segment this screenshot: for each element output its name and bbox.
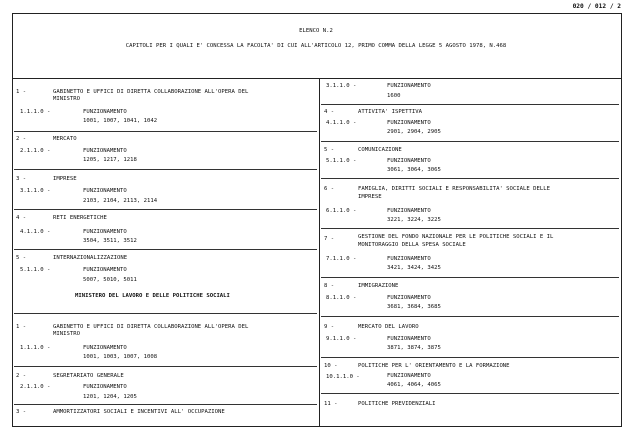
- section-number: 3 -: [16, 409, 27, 415]
- chapter-numbers: 3871, 3874, 3875: [387, 345, 441, 351]
- chapter-numbers: 1205, 1217, 1218: [83, 157, 137, 163]
- chapter-code: 8.1.1.0 -: [326, 295, 357, 301]
- chapter-numbers: 1001, 1007, 1041, 1042: [83, 118, 158, 124]
- function-label: FUNZIONAMENTO: [83, 229, 127, 235]
- function-label: FUNZIONAMENTO: [387, 373, 431, 379]
- chapter-code: 1.1.1.0 -: [20, 345, 51, 351]
- column-separator: [319, 79, 320, 426]
- header-separator: [12, 78, 621, 79]
- function-label: FUNZIONAMENTO: [83, 345, 127, 351]
- chapter-code: 2.1.1.0 -: [20, 384, 51, 390]
- chapter-code: 3.1.1.0 -: [326, 83, 357, 89]
- section-title: FAMIGLIA, DIRITTI SOCIALI E RESPONSABILITA' SOCIALE DELLE: [358, 186, 550, 192]
- row-divider: [14, 404, 317, 405]
- section-title-cont: IMPRESE: [358, 194, 382, 200]
- chapter-numbers: 1001, 1003, 1007, 1008: [83, 354, 158, 360]
- section-title: RETI ENERGETICHE: [53, 215, 107, 221]
- row-divider: [14, 313, 317, 314]
- ministry-heading: MINISTERO DEL LAVORO E DELLE POLITICHE SOCIALI: [75, 293, 230, 299]
- section-number: 6 -: [324, 186, 335, 192]
- section-number: 4 -: [16, 215, 27, 221]
- section-title: MERCATO DEL LAVORO: [358, 324, 419, 330]
- chapter-code: 6.1.1.0 -: [326, 208, 357, 214]
- section-title: IMPRESE: [53, 176, 77, 182]
- chapter-numbers: 4061, 4064, 4065: [387, 382, 441, 388]
- chapter-code: 9.1.1.0 -: [326, 336, 357, 342]
- section-title: MERCATO: [53, 136, 77, 142]
- chapter-numbers: 1600: [387, 93, 401, 99]
- function-label: FUNZIONAMENTO: [83, 267, 127, 273]
- function-label: FUNZIONAMENTO: [387, 256, 431, 262]
- section-title: COMUNICAZIONE: [358, 147, 402, 153]
- section-number: 5 -: [324, 147, 335, 153]
- chapter-code: 1.1.1.0 -: [20, 109, 51, 115]
- section-number: 1 -: [16, 324, 27, 330]
- section-title: GABINETTO E UFFICI DI DIRETTA COLLABORAZIONE ALL'OPERA DEL: [53, 89, 249, 95]
- section-title: ATTIVITA' ISPETTIVA: [358, 109, 422, 115]
- function-label: FUNZIONAMENTO: [387, 120, 431, 126]
- row-divider: [321, 357, 619, 358]
- function-label: FUNZIONAMENTO: [387, 158, 431, 164]
- section-number: 2 -: [16, 373, 27, 379]
- section-title: INTERNAZIONALIZZAZIONE: [53, 255, 128, 261]
- section-title: SEGRETARIATO GENERALE: [53, 373, 124, 379]
- row-divider: [321, 141, 619, 142]
- row-divider: [14, 249, 317, 250]
- row-divider: [14, 366, 317, 367]
- chapter-code: 4.1.1.0 -: [326, 120, 357, 126]
- row-divider: [14, 169, 317, 170]
- row-divider: [321, 393, 619, 394]
- section-number: 1 -: [16, 89, 27, 95]
- row-divider: [321, 316, 619, 317]
- section-number: 11 -: [324, 401, 338, 407]
- section-title: GABINETTO E UFFICI DI DIRETTA COLLABORAZIONE ALL'OPERA DEL: [53, 324, 249, 330]
- section-number: 2 -: [16, 136, 27, 142]
- function-label: FUNZIONAMENTO: [83, 384, 127, 390]
- section-title: AMMORTIZZATORI SOCIALI E INCENTIVI ALL' OCCUPAZIONE: [53, 409, 225, 415]
- section-title-cont: MONITORAGGIO DELLA SPESA SOCIALE: [358, 242, 466, 248]
- section-number: 5 -: [16, 255, 27, 261]
- chapter-numbers: 2901, 2904, 2905: [387, 129, 441, 135]
- chapter-numbers: 3504, 3511, 3512: [83, 238, 137, 244]
- chapter-code: 10.1.1.0 -: [326, 374, 360, 380]
- function-label: FUNZIONAMENTO: [387, 295, 431, 301]
- function-label: FUNZIONAMENTO: [387, 336, 431, 342]
- section-title: POLITICHE PER L' ORIENTAMENTO E LA FORMAZIONE: [358, 363, 510, 369]
- chapter-code: 2.1.1.0 -: [20, 148, 51, 154]
- chapter-numbers: 3221, 3224, 3225: [387, 217, 441, 223]
- function-label: FUNZIONAMENTO: [83, 109, 127, 115]
- chapter-numbers: 1201, 1204, 1205: [83, 394, 137, 400]
- row-divider: [14, 131, 317, 132]
- row-divider: [321, 178, 619, 179]
- section-number: 3 -: [16, 176, 27, 182]
- function-label: FUNZIONAMENTO: [83, 148, 127, 154]
- chapter-code: 5.1.1.0 -: [20, 267, 51, 273]
- section-title: POLITICHE PREVIDENZIALI: [358, 401, 436, 407]
- function-label: FUNZIONAMENTO: [387, 208, 431, 214]
- chapter-numbers: 3681, 3684, 3685: [387, 304, 441, 310]
- section-title: IMMIGRAZIONE: [358, 283, 399, 289]
- document-code: 020 / 012 / 2: [572, 3, 621, 10]
- section-title-cont: MINISTRO: [53, 331, 80, 337]
- section-number: 8 -: [324, 283, 335, 289]
- row-divider: [321, 104, 619, 105]
- section-title-cont: MINISTRO: [53, 96, 80, 102]
- chapter-code: 4.1.1.0 -: [20, 229, 51, 235]
- list-subtitle: CAPITOLI PER I QUALI E' CONCESSA LA FACOLTA' DI CUI ALL'ARTICOLO 12, PRIMO COMMA DELLA LEGGE 5 AGOSTO 1978, N.468: [125, 43, 507, 49]
- function-label: FUNZIONAMENTO: [387, 83, 431, 89]
- chapter-numbers: 2103, 2104, 2113, 2114: [83, 198, 158, 204]
- row-divider: [14, 209, 317, 210]
- section-title: GESTIONE DEL FONDO NAZIONALE PER LE POLITICHE SOCIALI E IL: [358, 234, 554, 240]
- section-number: 7 -: [324, 236, 335, 242]
- chapter-numbers: 3421, 3424, 3425: [387, 265, 441, 271]
- row-divider: [321, 277, 619, 278]
- chapter-code: 7.1.1.0 -: [326, 256, 357, 262]
- section-number: 9 -: [324, 324, 335, 330]
- row-divider: [321, 228, 619, 229]
- section-number: 10 -: [324, 363, 338, 369]
- section-number: 4 -: [324, 109, 335, 115]
- chapter-numbers: 5007, 5010, 5011: [83, 277, 137, 283]
- chapter-numbers: 3061, 3064, 3065: [387, 167, 441, 173]
- chapter-code: 3.1.1.0 -: [20, 188, 51, 194]
- function-label: FUNZIONAMENTO: [83, 188, 127, 194]
- chapter-code: 5.1.1.0 -: [326, 158, 357, 164]
- list-title: ELENCO N.2: [299, 28, 333, 34]
